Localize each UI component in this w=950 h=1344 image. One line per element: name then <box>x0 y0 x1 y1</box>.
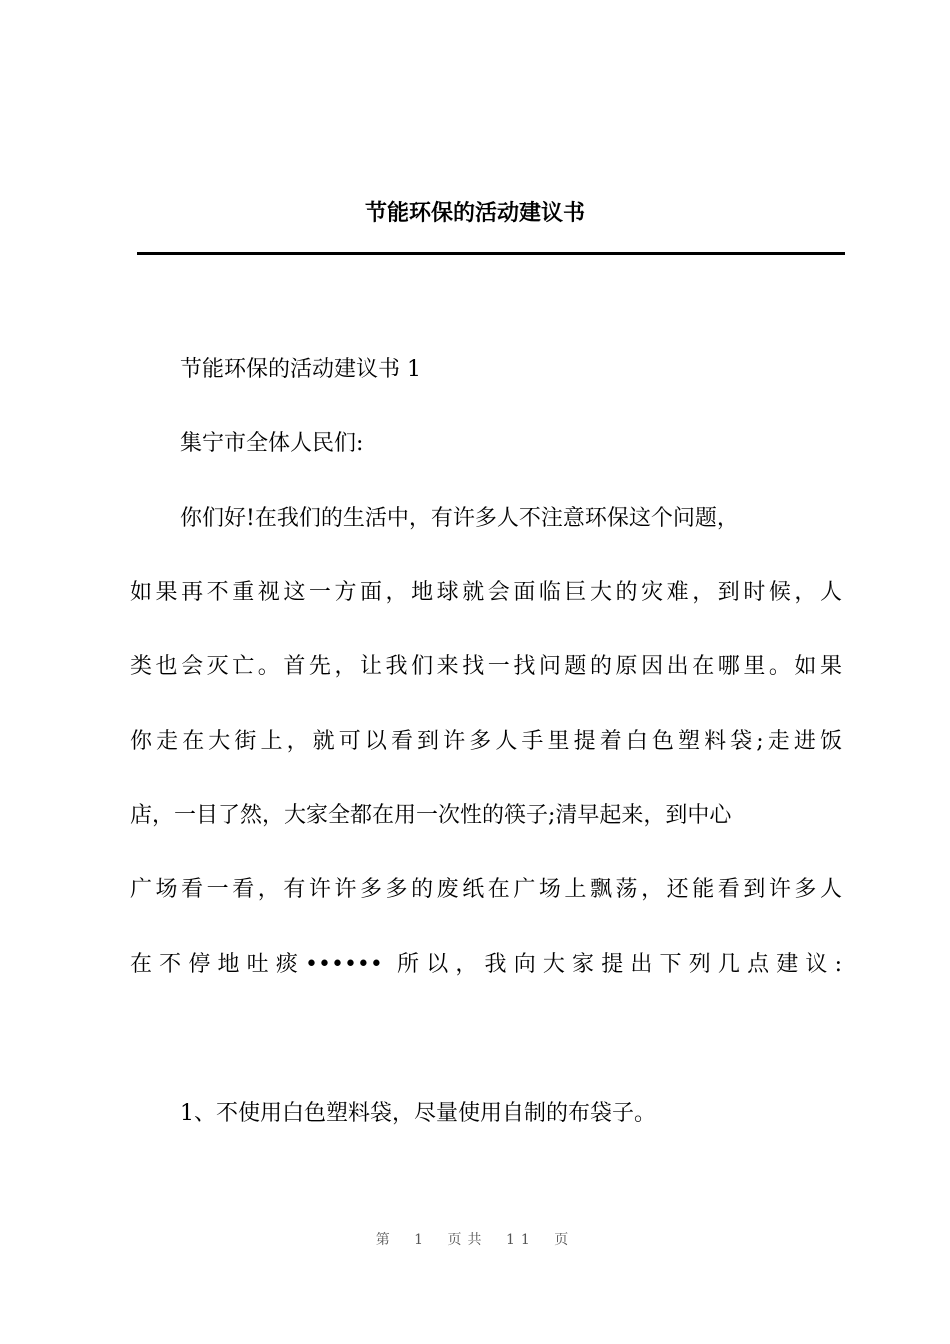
body-line-3: 类也会灭亡。首先，让我们来找一找问题的原因出在哪里。如果 <box>130 654 842 679</box>
footer-middle: 页共 <box>447 1232 488 1248</box>
title-divider <box>137 252 845 255</box>
page-footer <box>0 1228 950 1252</box>
body-line-4: 你走在大街上，就可以看到许多人手里提着白色塑料袋;走进饭 <box>130 729 842 754</box>
salutation: 集宁市全体人民们: <box>180 431 364 456</box>
body-line-6: 广场看一看，有许许多多的废纸在广场上飘荡，还能看到许多人 <box>130 877 842 902</box>
footer-page-number: 1 <box>414 1232 430 1248</box>
footer-total-pages: 11 <box>506 1232 536 1248</box>
footer-prefix: 第 <box>375 1232 396 1248</box>
suggestion-item-1: 1、不使用白色塑料袋，尽量使用自制的布袋子。 <box>180 1101 656 1126</box>
footer-suffix: 页 <box>554 1232 575 1248</box>
body-line-2: 如果再不重视这一方面，地球就会面临巨大的灾难，到时候，人 <box>130 580 842 605</box>
body-line-1: 你们好!在我们的生活中，有许多人不注意环保这个问题， <box>180 506 739 531</box>
document-title: 节能环保的活动建议书 <box>364 201 585 226</box>
body-line-7: 在不停地吐痰•••••• 所以，我向大家提出下列几点建议: <box>130 952 842 977</box>
body-line-5: 店，一目了然，大家全都在用一次性的筷子;清早起来，到中心 <box>130 803 732 828</box>
section-heading: 节能环保的活动建议书 1 <box>180 357 421 382</box>
